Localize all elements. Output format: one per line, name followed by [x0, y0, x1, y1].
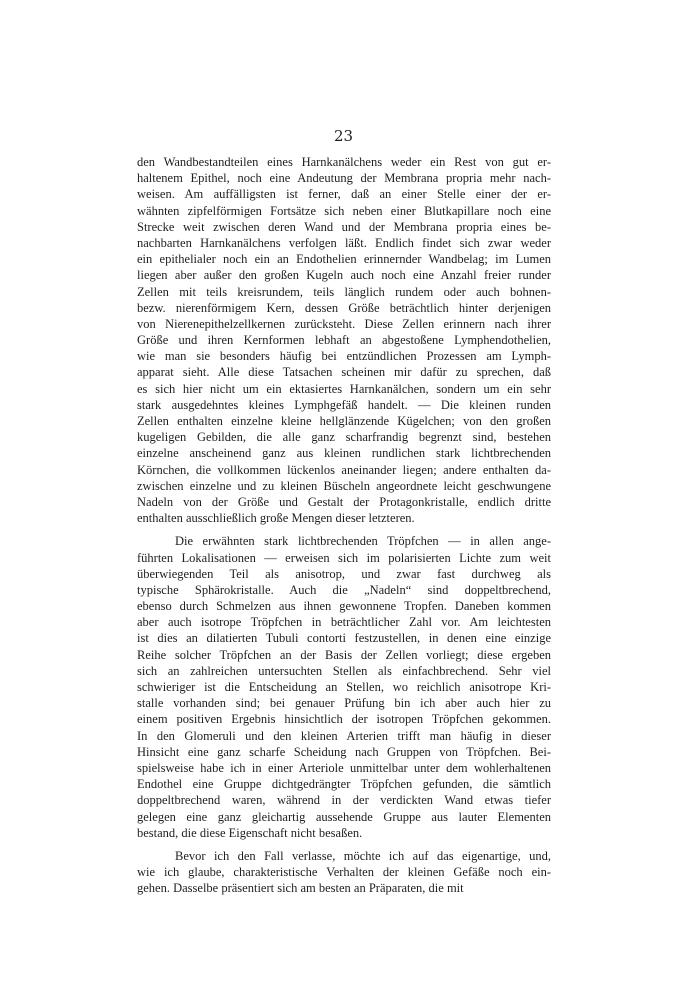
text-line: wähnten zipfelförmigen Fortsätze sich neben einer Blutkapillare noch eine [137, 203, 551, 218]
text-line: nachbarten Harnkanälchens verfolgen läßt. Endlich findet sich zwar weder [137, 235, 551, 250]
text-line: typische Sphärokristalle. Auch die „Nadeln“ sind doppeltbrechend, [137, 582, 551, 597]
text-line: schwieriger ist die Entscheidung an Stellen, wo reichlich anisotrope Kri- [137, 680, 551, 694]
text-line: einzelne anscheinend ganz aus kleinen rundlichen stark lichtbrechenden [137, 446, 551, 461]
text-line: bezw. nierenförmigem Kern, dessen Größe beträchtlich hinter derjenigen [137, 300, 551, 315]
text-line: enthalten ausschließlich große Mengen dieser letzteren. [137, 511, 415, 526]
text-line: kugeligen Gebilden, die alle ganz scharfrandig begrenzt sind, bestehen [137, 430, 551, 445]
paragraph [137, 533, 551, 841]
text-line: Endothel eine Gruppe dichtgedrängter Tröpfchen gefunden, die sämtlich [137, 777, 551, 792]
text-line: Strecke weit zwischen deren Wand und der Membrana propria eines be- [137, 219, 551, 234]
text-line: ist dies an dilatierten Tubuli contorti festzustellen, in denen eine einzige [137, 631, 551, 646]
text-line: Zellen enthalten einzelne kleine hellglänzende Kügelchen; von den großen [137, 414, 551, 428]
text-line: doppeltbrechend waren, während in der verdickten Wand etwas tiefer [137, 793, 551, 808]
paragraph [137, 154, 551, 526]
text-line: stalle vorhanden sind; bei genauer Prüfung bin ich aber auch hier zu [137, 696, 551, 711]
text-line: spielsweise habe ich in einer Arteriole unmittelbar unter dem wohlerhaltenen [137, 760, 551, 775]
text-line: Nadeln von der Größe und Gestalt der Protagonkristalle, endlich dritte [137, 494, 551, 509]
text-line: apparat sieht. Alle diese Tatsachen scheinen mir dafür zu sprechen, daß [137, 365, 551, 380]
text-line: bestand, die diese Eigenschaft nicht besaßen. [137, 825, 363, 840]
text-line: weisen. Am auffälligsten ist ferner, daß an einer Stelle einer der er- [137, 187, 551, 202]
text-line: liegen aber außer den großen Kugeln auch noch eine Anzahl freier runder [137, 268, 551, 283]
text-line: In den Glomeruli und den kleinen Arterien trifft man häufig in dieser [137, 728, 551, 743]
text-line: Bevor ich den Fall verlasse, möchte ich auf das eigenartige, und, [175, 848, 551, 863]
text-line: aber auch isotrope Tröpfchen in beträchtlicher Zahl vor. Am leichtesten [137, 615, 551, 630]
text-line: Größe und ihren Kernformen lebhaft an abgestoßene Lymphendothelien, [137, 333, 551, 348]
text-line: gehen. Dasselbe präsentiert sich am besten an Präparaten, die mit [137, 881, 464, 896]
text-line: den Wandbestandteilen eines Harnkanälchens weder ein Rest von gut er- [137, 155, 551, 169]
text-line: von Nierenepithelzellkernen zurücksteht. Diese Zellen erinnern nach ihrer [137, 316, 551, 331]
text-line: überwiegenden Teil als anisotrop, und zwar fast durchweg als [137, 566, 551, 581]
text-line: Zellen mit teils kreisrundem, teils länglich rundem oder auch bohnen- [137, 284, 551, 299]
text-line: ebenso durch Schmelzen aus ihnen gewonnene Tropfen. Daneben kommen [137, 599, 551, 614]
text-line: zwischen einzelne und zu kleinen Büscheln angeordnete leicht geschwungene [137, 478, 551, 493]
body-text [137, 154, 551, 896]
text-line: haltenem Epithel, noch eine Andeutung der Membrana propria mehr nach- [137, 171, 551, 186]
text-line: Reihe solcher Tröpfchen an der Basis der Zellen vorliegt; diese ergeben [137, 647, 551, 662]
text-line: führten Lokalisationen — erweisen sich im polarisierten Lichte zum weit [137, 550, 551, 565]
text-line: wie man sie besonders häufig bei entzündlichen Prozessen am Lymph- [137, 349, 551, 364]
text-line: wie ich glaube, charakteristische Verhalten der kleinen Gefäße noch ein- [137, 865, 551, 880]
text-line: ein epithelialer noch ein an Endothelien erinnernder Wandbelag; im Lumen [137, 252, 551, 267]
text-line: sich an zahlreichen untersuchten Stellen als einfachbrechend. Sehr viel [137, 663, 551, 678]
paragraph [137, 848, 551, 897]
text-line: Körnchen, die vollkommen lückenlos aneinander liegen; andere enthalten da- [137, 462, 551, 477]
text-line: Die erwähnten stark lichtbrechenden Tröpfchen — in allen ange- [175, 534, 551, 549]
text-line: Hinsicht eine ganz scharfe Scheidung nach Gruppen von Tröpfchen. Bei- [137, 744, 551, 759]
text-line: einem positiven Ergebnis hinsichtlich der isotropen Tröpfchen gekommen. [137, 712, 551, 727]
text-line: stark ausgedehntes kleines Lymphgefäß handelt. — Die kleinen runden [137, 397, 551, 412]
text-line: es sich hier nicht um ein ektasiertes Harnkanälchen, sondern um ein sehr [137, 381, 551, 396]
page-number: 23 [333, 127, 354, 145]
text-line: gelegen eine ganz gleichartig aussehende Gruppe aus lauter Elementen [137, 809, 551, 824]
